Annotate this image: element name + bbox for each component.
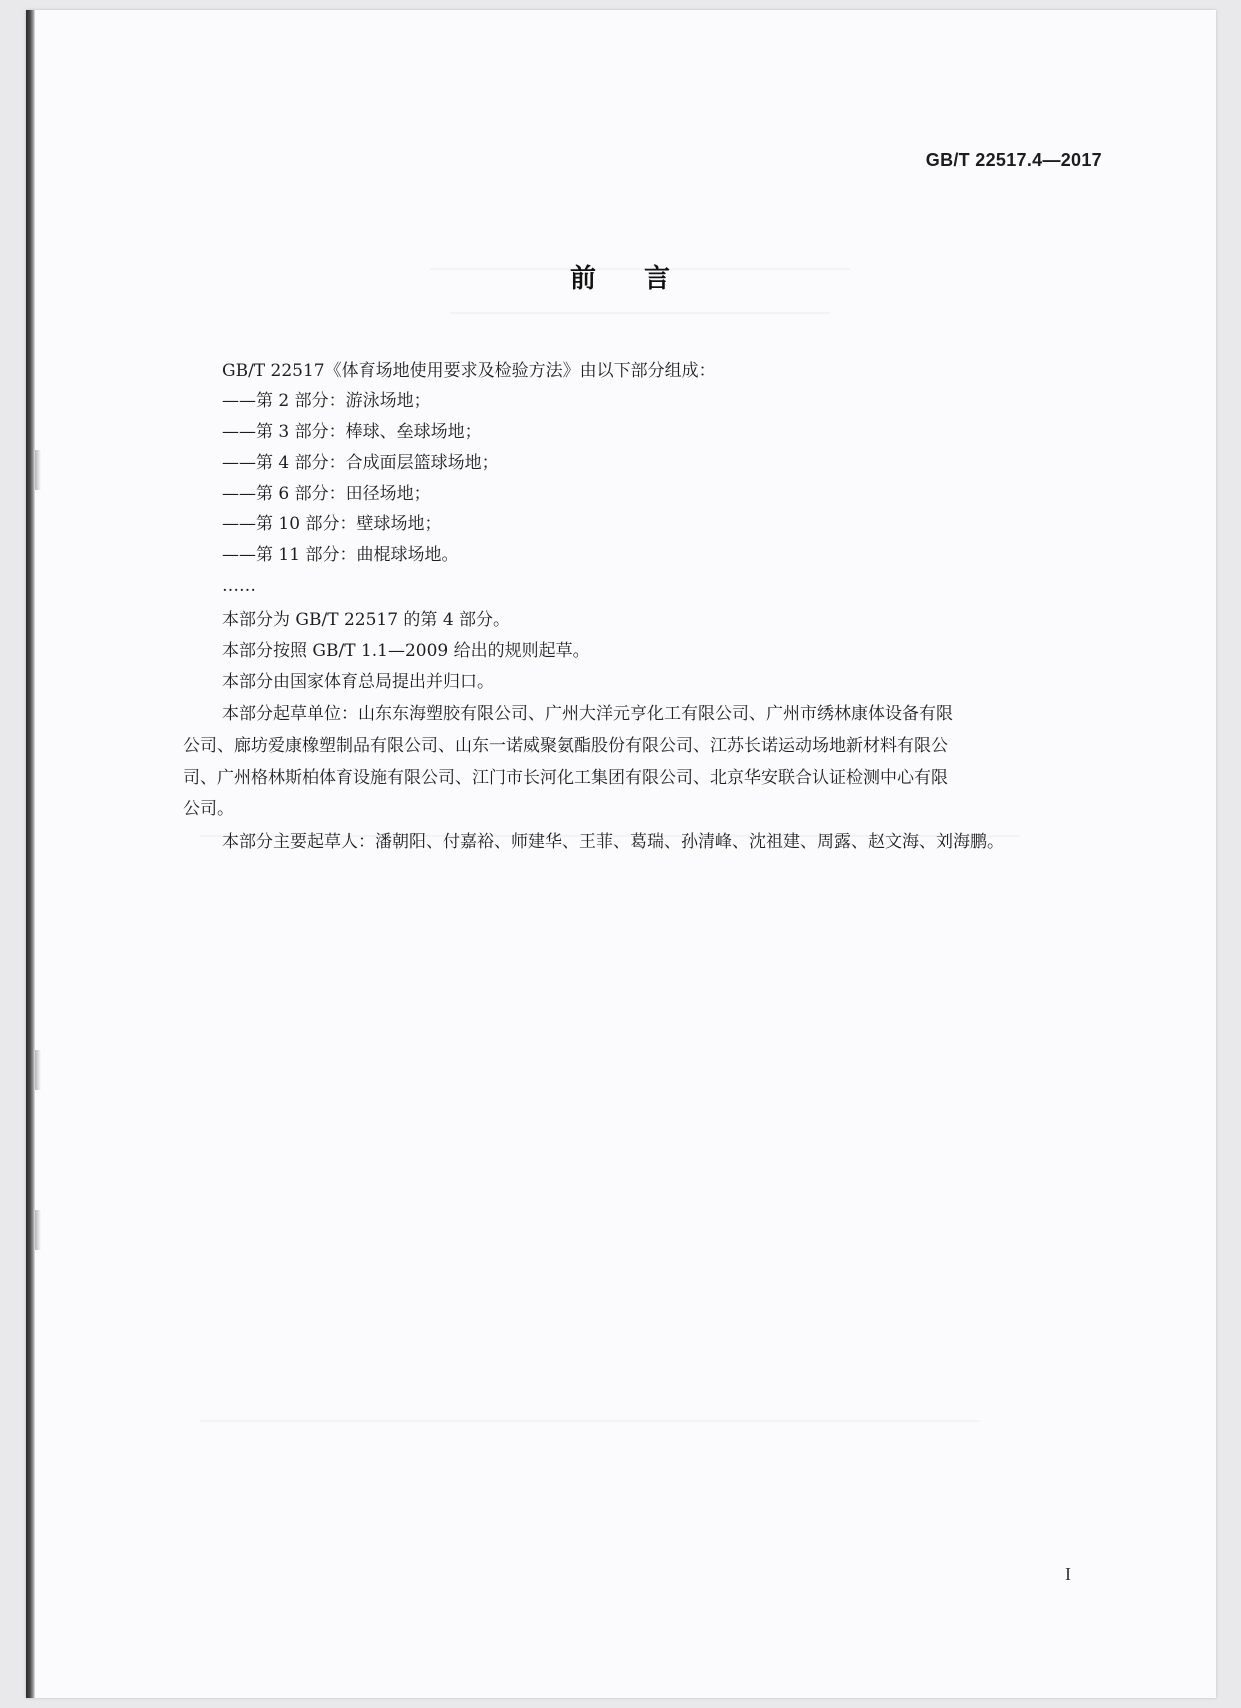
binding-hole-mark	[35, 450, 41, 490]
proposer-statement: 本部分由国家体育总局提出并归口。	[222, 672, 494, 692]
drafters-statement: 本部分主要起草人：潘朝阳、付嘉裕、师建华、王菲、葛瑞、孙清峰、沈祖建、周露、赵文海、刘海鹏。	[222, 832, 1004, 852]
bleed-through	[200, 1420, 980, 1422]
part-statement: 本部分为 GB/T 22517 的第 4 部分。	[222, 610, 511, 630]
drafting-units-line: 公司。	[183, 799, 234, 819]
binding-hole-mark	[35, 1050, 41, 1090]
page-number: I	[1065, 1564, 1071, 1584]
intro-paragraph: GB/T 22517《体育场地使用要求及检验方法》由以下部分组成：	[222, 361, 716, 381]
drafting-units-line: 公司、廊坊爱康橡塑制品有限公司、山东一诺威聚氨酯股份有限公司、江苏长诺运动场地新材料有限公	[183, 736, 948, 756]
part-list-item: ——第 2 部分：游泳场地；	[222, 391, 431, 411]
page-title: 前言	[569, 264, 718, 294]
drafting-units-line: 本部分起草单位：山东东海塑胶有限公司、广州大洋元亨化工有限公司、广州市绣林康体设备有限	[222, 704, 953, 724]
part-list-item: ——第 3 部分：棒球、垒球场地；	[222, 422, 482, 442]
standard-number: GB/T 22517.4—2017	[925, 150, 1102, 170]
drafting-rules: 本部分按照 GB/T 1.1—2009 给出的规则起草。	[222, 641, 590, 661]
part-list-item: ——第 11 部分：曲棍球场地。	[222, 545, 459, 565]
part-list-item: ——第 6 部分：田径场地；	[222, 484, 431, 504]
binding-hole-mark	[35, 1210, 41, 1250]
bleed-through	[450, 312, 830, 314]
part-list-item: ——第 4 部分：合成面层篮球场地；	[222, 453, 499, 473]
part-list-item: ——第 10 部分：壁球场地；	[222, 514, 442, 534]
ellipsis: ……	[222, 576, 256, 596]
binding-edge	[26, 10, 35, 1698]
drafting-units-line: 司、广州格林斯柏体育设施有限公司、江门市长河化工集团有限公司、北京华安联合认证检测中心有限	[183, 768, 948, 788]
